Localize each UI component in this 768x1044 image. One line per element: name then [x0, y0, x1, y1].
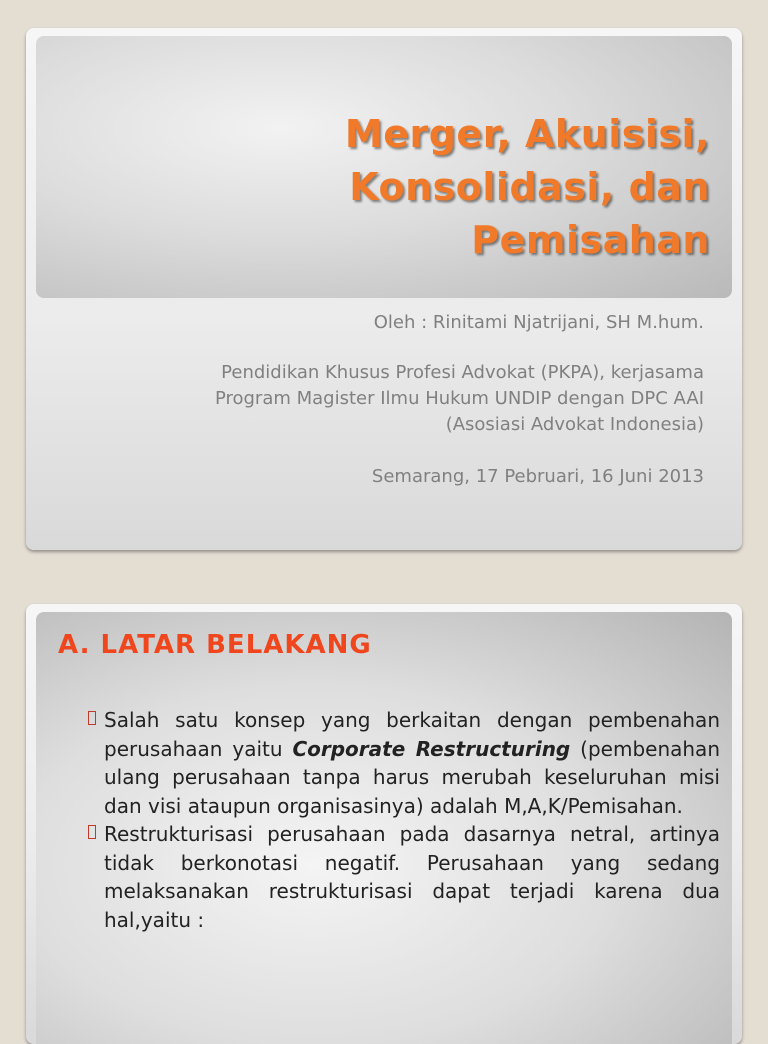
slide-title	[110, 108, 710, 267]
bullet-list	[104, 706, 720, 934]
title-line: Merger, Akuisisi,	[344, 112, 710, 156]
title-line: Konsolidasi, dan	[349, 165, 710, 209]
program-line: Program Magister Ilmu Hukum UNDIP dengan DPC AAI	[214, 388, 704, 409]
bullet-text: Restrukturisasi perusahaan pada dasarnya netral, artinya tidak berkonotasi negatif. Perusahaan yang sedang melaksanakan restrukturisasi dapat terjadi karena dua hal,yaitu :	[104, 822, 720, 932]
program-line: (Asosiasi Advokat Indonesia)	[445, 414, 704, 435]
bullet-box-icon	[88, 711, 96, 725]
title-slide	[26, 28, 742, 550]
bullet-emphasis: Corporate Restructuring	[292, 736, 571, 761]
place-date: Semarang, 17 Pebruari, 16 Juni 2013	[371, 466, 704, 487]
section-heading: A. LATAR BELAKANG	[58, 630, 372, 660]
title-line: Pemisahan	[471, 218, 710, 262]
bullet-text: Salah satu konsep yang berkaitan dengan pembenahan perusahaan yaitu	[104, 708, 720, 761]
program-description	[64, 360, 704, 438]
bullet-box-icon	[88, 825, 96, 839]
list-item	[104, 820, 720, 934]
author-line: Oleh : Rinitami Njatrijani, SH M.hum.	[373, 312, 704, 333]
list-item	[104, 706, 720, 820]
content-slide	[26, 604, 742, 1044]
bullet-text: (pembenahan ulang perusahaan tanpa harus merubah keseluruhan misi dan visi ataupun organisasinya) adalah M,A,K/Pemisahan.	[104, 736, 720, 818]
program-line: Pendidikan Khusus Profesi Advokat (PKPA), kerjasama	[221, 362, 704, 383]
